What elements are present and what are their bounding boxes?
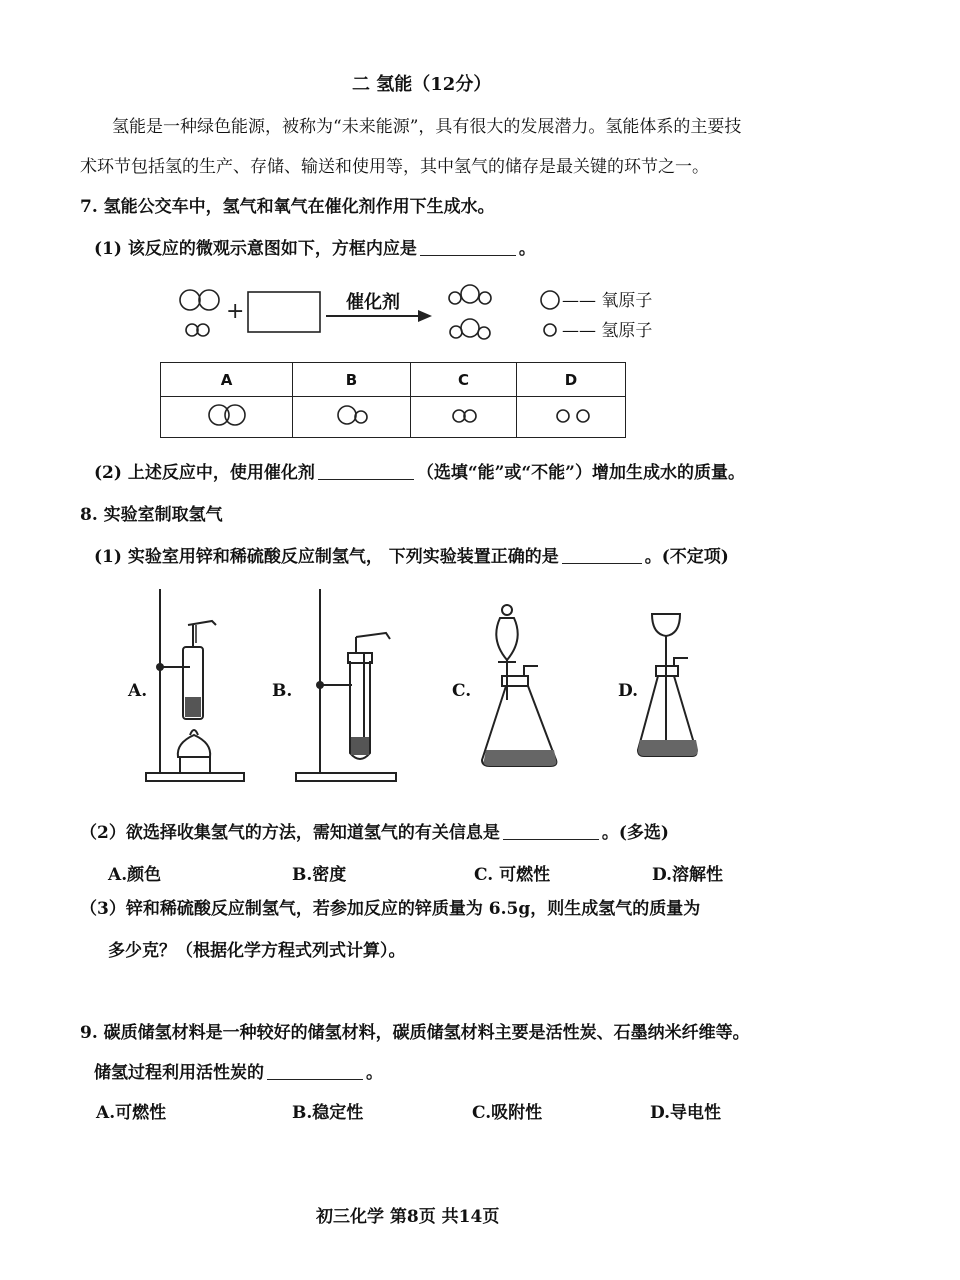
q9-line-2 xyxy=(94,1062,383,1084)
option-a-molecule-icon xyxy=(197,400,257,430)
option-d-molecule-icon xyxy=(541,400,601,430)
q8-option-c[interactable]: C. 可燃性 xyxy=(474,865,551,885)
option-header-a: A xyxy=(161,363,293,397)
q8-part1-prefix: (1) 实验室用锌和稀硫酸反应制氢气， 下列实验装置正确的是 xyxy=(94,547,559,567)
option-c-molecule-icon xyxy=(434,400,494,430)
water-2-h-left xyxy=(450,326,462,338)
arrow-head-icon xyxy=(418,310,432,322)
q7-part1-suffix: 。 xyxy=(518,239,536,259)
q7-part2-suffix: （选填“能”或“不能”）增加生成水的质量。 xyxy=(416,463,745,483)
option-header-d: D xyxy=(517,363,626,397)
option-b-molecule-icon xyxy=(322,400,382,430)
q7-part2-prefix: (2) 上述反应中，使用催化剂 xyxy=(94,463,315,483)
q7-part2-blank[interactable] xyxy=(318,463,414,480)
q8-part2-suffix: 。(多选) xyxy=(601,823,669,843)
q8-stem: 8. 实验室制取氢气 xyxy=(80,505,223,525)
q8-part1 xyxy=(94,546,729,568)
catalyst-label: 催化剂 xyxy=(346,292,400,313)
option-header-c: C xyxy=(411,363,517,397)
hydrogen-molecule-atom-2 xyxy=(197,324,209,336)
apparatus-label-a: A. xyxy=(128,681,148,701)
option-header-b: B xyxy=(293,363,411,397)
reaction-diagram xyxy=(170,280,670,350)
apparatus-d-icon[interactable] xyxy=(630,600,720,780)
hydrogen-molecule-atom-1 xyxy=(186,324,198,336)
q8-part1-suffix: 。(不定项) xyxy=(644,547,729,567)
water-1-o xyxy=(461,285,479,303)
q7-part2 xyxy=(94,462,745,484)
q8-option-b[interactable]: B.密度 xyxy=(292,865,347,885)
q8-part2-blank[interactable] xyxy=(503,823,599,840)
q8-part1-blank[interactable] xyxy=(562,547,642,564)
apparatus-label-b: B. xyxy=(272,681,293,701)
apparatus-label-c: C. xyxy=(452,681,472,701)
option-cell-a[interactable] xyxy=(161,397,293,438)
legend-hydrogen-atom-icon xyxy=(544,324,556,336)
apparatus-b-icon[interactable] xyxy=(290,585,405,785)
legend-hydrogen-label: —— 氢原子 xyxy=(562,321,653,341)
section-title: 二 氢能（12分） xyxy=(352,74,492,95)
q9-option-c[interactable]: C.吸附性 xyxy=(472,1103,543,1123)
apparatus-a-icon[interactable] xyxy=(140,585,250,785)
plus-sign: + xyxy=(226,299,245,324)
answer-box xyxy=(248,292,320,332)
water-1-h-left xyxy=(449,292,461,304)
q9-option-b[interactable]: B.稳定性 xyxy=(292,1103,364,1123)
q9-blank[interactable] xyxy=(267,1063,363,1080)
intro-line-2: 术环节包括氢的生产、存储、输送和使用等，其中氢气的储存是最关键的环节之一。 xyxy=(80,157,709,177)
q7-stem: 7. 氢能公交车中，氢气和氧气在催化剂作用下生成水。 xyxy=(80,197,495,217)
q9-stem: 9. 碳质储氢材料是一种较好的储氢材料，碳质储氢材料主要是活性炭、石墨纳米纤维等。 xyxy=(80,1023,750,1043)
q9-option-a[interactable]: A.可燃性 xyxy=(96,1103,167,1123)
q7-part1-prefix: (1) 该反应的微观示意图如下，方框内应是 xyxy=(94,239,417,259)
water-2-h-right xyxy=(478,327,490,339)
apparatus-label-d: D. xyxy=(618,681,639,701)
q8-option-a[interactable]: A.颜色 xyxy=(108,865,162,885)
q7-part1 xyxy=(94,238,536,260)
q7-part1-blank[interactable] xyxy=(420,239,516,256)
legend-oxygen-atom-icon xyxy=(541,291,559,309)
oxygen-molecule-atom-2 xyxy=(199,290,219,310)
q9-line-2-prefix: 储氢过程利用活性炭的 xyxy=(94,1063,264,1083)
apparatus-c-icon[interactable] xyxy=(470,600,570,780)
q8-part2-prefix: （2）欲选择收集氢气的方法，需知道氢气的有关信息是 xyxy=(80,823,500,843)
options-table xyxy=(160,362,626,438)
option-cell-b[interactable] xyxy=(293,397,411,438)
q9-option-d[interactable]: D.导电性 xyxy=(650,1103,722,1123)
option-cell-c[interactable] xyxy=(411,397,517,438)
legend-oxygen-label: —— 氧原子 xyxy=(562,291,653,311)
q8-part2 xyxy=(80,822,669,844)
q8-option-d[interactable]: D.溶解性 xyxy=(652,865,724,885)
q9-line-2-suffix: 。 xyxy=(366,1063,383,1083)
option-cell-d[interactable] xyxy=(517,397,626,438)
q8-part3-line-2: 多少克？（根据化学方程式列式计算）。 xyxy=(108,941,406,961)
water-1-h-right xyxy=(479,292,491,304)
water-2-o xyxy=(461,319,479,337)
oxygen-molecule-atom-1 xyxy=(180,290,200,310)
q8-part3-line-1: （3）锌和稀硫酸反应制氢气，若参加反应的锌质量为 6.5g，则生成氢气的质量为 xyxy=(80,899,701,919)
page-footer: 初三化学 第8页 共14页 xyxy=(316,1207,500,1227)
intro-line-1: 氢能是一种绿色能源，被称为“未来能源”，具有很大的发展潜力。氢能体系的主要技 xyxy=(112,117,742,137)
